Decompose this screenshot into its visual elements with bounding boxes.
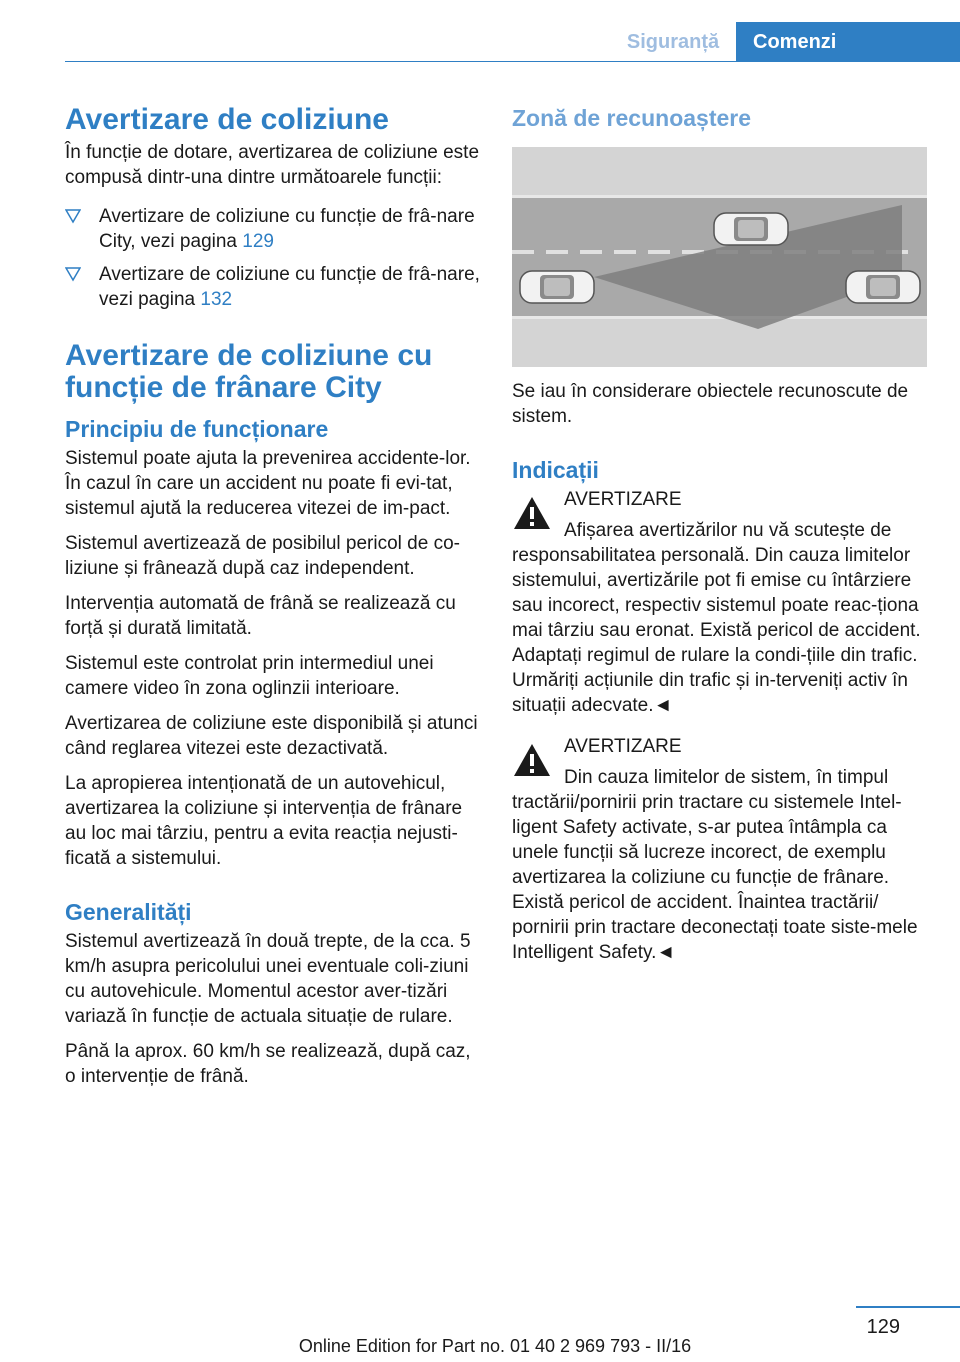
page-number: 129 <box>866 1316 900 1338</box>
paragraph: Sistemul este controlat prin intermediul unei camere video în zona oglinzii interioare. <box>65 653 434 699</box>
warning-lead: Afișarea avertizărilor nu vă scutește de <box>564 520 892 541</box>
heading-collision-warning: Avertizare de coliziune <box>65 103 389 136</box>
warning-title: AVERTIZARE <box>564 489 682 510</box>
detection-zone-illustration <box>512 147 927 367</box>
warning-title: AVERTIZARE <box>564 736 682 757</box>
function-list <box>65 204 480 312</box>
heading-notes: Indicații <box>512 457 599 483</box>
heading-detection-zone: Zonă de recunoaștere <box>512 105 752 131</box>
warning-lead: Din cauza limitelor de sistem, în timpul <box>564 767 889 788</box>
heading-city-braking: Avertizare de coliziune cu funcție de frânare City <box>65 339 433 404</box>
warning-body: tractării/pornirii prin tractare cu sistemele Intel‐ligent Safety activate, s-ar putea întâmpla ca unele funcții să lucreze incorect, de exemplu avertizarea la coliziune cu funcție de frânare. Există pericol de accident. Înaintea tractării/ pornirii prin tractare deconectați toate siste‐mele Intelligent Safety.◄ <box>512 792 918 963</box>
paragraph: Până la aprox. 60 km/h se realizează, după caz, o intervenție de frână. <box>65 1041 471 1087</box>
list-item-text: Avertizare de coliziune cu funcție de frâ‐nare, vezi pagina <box>99 264 480 310</box>
warning-block <box>512 734 930 965</box>
intro-paragraph: În funcție de dotare, avertizarea de coliziune este compusă dintr-una dintre următoarele funcții: <box>65 142 480 188</box>
header-tab-controls[interactable]: Comenzi <box>736 22 960 62</box>
paragraph: La apropierea intenționată de un autovehicul, avertizarea la coliziune și intervenția de frânare au loc mai târziu, pentru a evita reacția nejusti‐ficată a sistemului. <box>65 773 463 869</box>
triangle-bullet-icon <box>65 208 81 224</box>
list-item-text: Avertizare de coliziune cu funcție de frâ‐nare City, vezi pagina <box>99 206 475 252</box>
right-column <box>512 98 930 965</box>
page-ref-link[interactable]: 129 <box>242 231 274 252</box>
paragraph: Intervenția automată de frână se realizează cu forță și durată limitată. <box>65 593 456 639</box>
page-ref-link[interactable]: 132 <box>200 289 233 310</box>
paragraph: Sistemul poate ajuta la prevenirea accidente‐lor. În cazul în care un accident nu poate fi evi‐tat, sistemul ajută la reducerea vitezei de im‐pact. <box>65 448 471 519</box>
warning-text <box>512 765 930 965</box>
warning-block <box>512 487 930 718</box>
heading-general: Generalități <box>65 899 192 925</box>
vehicle-ahead-same-lane-icon <box>846 271 920 303</box>
edition-note: Online Edition for Part no. 01 40 2 969 793 - II/16 <box>298 1336 692 1356</box>
paragraph: Avertizarea de coliziune este disponibilă și atunci când reglarea vitezei este dezactivată. <box>65 713 478 759</box>
warning-text <box>512 518 930 718</box>
list-item <box>65 262 480 312</box>
warning-body: responsabilitatea personală. Din cauza limitelor sistemului, avertizările pot fi emise cu întârziere sau incorect, respectiv sistemul poate reac‐ționa mai târziu sau eronat. Există pericol de accident. Adaptați regimul de rulare la condi‐țiile din trafic. Urmăriți acțiunile din trafic și in‐terveniți activ în situații adecvate.◄ <box>512 545 921 716</box>
triangle-bullet-icon <box>65 266 81 282</box>
header-rule <box>65 61 960 62</box>
paragraph: Sistemul avertizează de posibilul pericol de co‐liziune și frânează după caz independent. <box>65 533 460 579</box>
paragraph: Se iau în considerare obiectele recunoscute de sistem. <box>512 381 909 427</box>
ego-car-icon <box>520 271 594 303</box>
list-item <box>65 204 480 254</box>
paragraph: Sistemul avertizează în două trepte, de la cca. 5 km/h asupra pericolului unei eventuale coli‐ziuni cu autovehicule. Momentul acestor aver‐tizări variază în funcție de actuala situație de rulare. <box>65 931 471 1027</box>
vehicle-ahead-left-lane-icon <box>714 213 788 245</box>
left-column <box>65 98 480 1089</box>
header-tab-safety[interactable]: Siguranță <box>626 31 720 53</box>
heading-principle: Principiu de funcționare <box>65 416 329 442</box>
footer-rule <box>856 1306 960 1308</box>
warning-icon <box>512 742 552 778</box>
warning-icon <box>512 495 552 531</box>
